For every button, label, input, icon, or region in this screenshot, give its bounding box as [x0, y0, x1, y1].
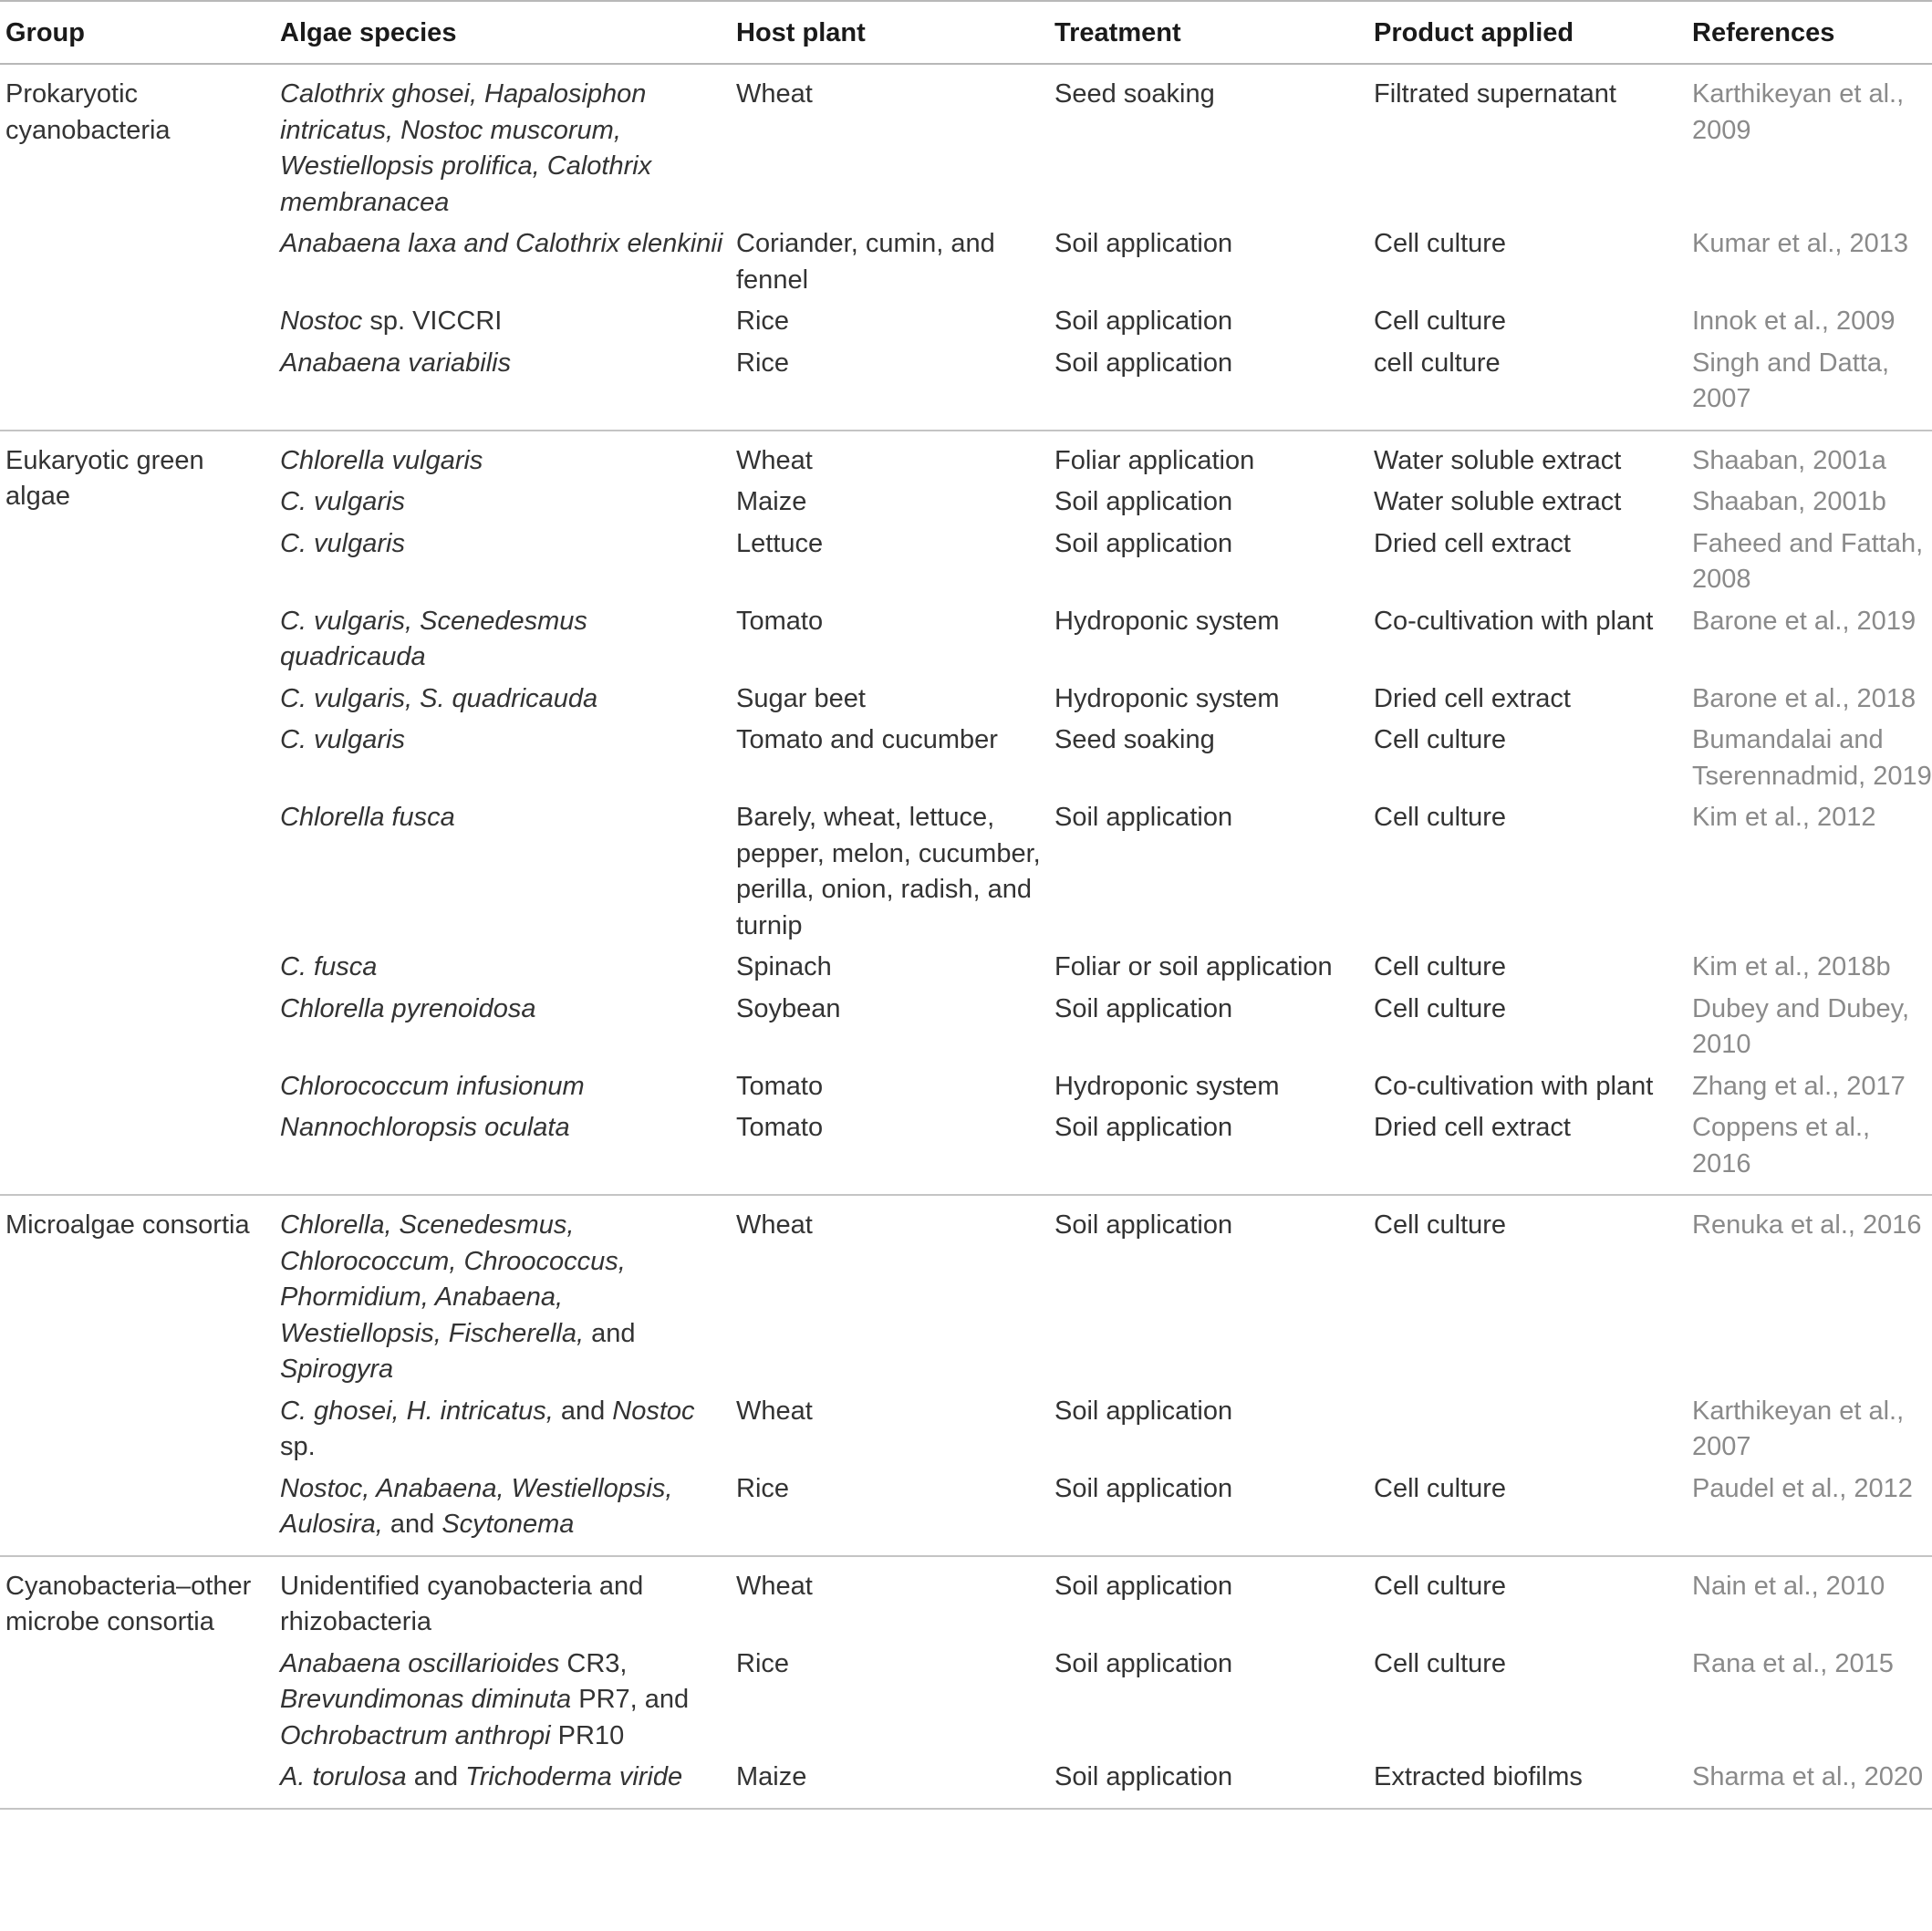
treatment-cell: Soil application: [1054, 803, 1233, 832]
treatment-cell: Foliar application: [1054, 445, 1255, 475]
treatment-cell: Soil application: [1054, 1648, 1233, 1678]
host-plant-cell: Wheat: [736, 79, 813, 109]
species-text: CR3,: [559, 1648, 628, 1678]
reference-cell: Paudel et al., 2012: [1687, 1469, 1932, 1556]
product-cell: Co-cultivation with plant: [1374, 606, 1654, 636]
product-cell: Cell culture: [1374, 993, 1507, 1023]
species-cell: [275, 679, 731, 721]
group-cell: Prokaryotic cyanobacteria: [0, 64, 275, 431]
group-cell: Cyanobacteria–other microbe consortia: [0, 1556, 275, 1809]
species-cell: [275, 1066, 731, 1108]
host-plant-cell: Maize: [731, 1757, 1049, 1809]
table-row: [0, 989, 1932, 1066]
table-body: [0, 64, 1932, 1809]
reference-cell: Coppens et al., 2016: [1687, 1107, 1932, 1195]
product-cell: Cell culture: [1374, 229, 1507, 258]
species-text: Nostoc, Anabaena, Westiellopsis, Aulosira,: [280, 1473, 673, 1539]
table-row: [0, 524, 1932, 601]
reference-cell: Renuka et al., 2016: [1692, 1210, 1922, 1240]
treatment-cell: Hydroponic system: [1054, 1071, 1280, 1101]
species-text: and: [382, 1510, 442, 1539]
host-plant-cell: Tomato: [736, 606, 824, 636]
treatment-cell: Soil application: [1054, 1396, 1233, 1426]
reference-cell: Bumandalai and Tserennadmid, 2019: [1692, 725, 1932, 791]
species-text: Chlorococcum infusionum: [280, 1071, 585, 1101]
species-text: C. vulgaris: [280, 725, 405, 754]
species-cell: [275, 524, 731, 601]
species-text: Chlorella pyrenoidosa: [280, 993, 536, 1023]
table-row: [0, 482, 1932, 524]
reference-cell: Barone et al., 2018: [1692, 683, 1916, 713]
product-cell: Water soluble extract: [1374, 445, 1622, 475]
reference-cell: Sharma et al., 2020: [1687, 1757, 1932, 1809]
species-cell: [275, 989, 731, 1066]
product-cell: Cell culture: [1374, 306, 1507, 336]
group-cell: Eukaryotic green algae: [0, 431, 275, 1196]
product-cell: Dried cell extract: [1374, 528, 1571, 558]
species-text: and: [584, 1318, 636, 1348]
species-text: Nannochloropsis oculata: [280, 1113, 570, 1142]
table-row: [0, 947, 1932, 989]
species-text: Scytonema: [441, 1510, 575, 1539]
table-row: [0, 679, 1932, 721]
treatment-cell: Soil application: [1054, 993, 1233, 1023]
reference-cell: Karthikeyan et al., 2007: [1692, 1396, 1905, 1461]
species-text: sp. VICCRI: [362, 306, 503, 336]
species-text: C. ghosei, H. intricatus,: [280, 1396, 554, 1426]
table-row: [0, 1195, 1932, 1391]
species-cell: [275, 1391, 731, 1469]
treatment-cell: Soil application: [1054, 306, 1233, 336]
table-row: [0, 343, 1932, 431]
species-text: A. torulosa: [280, 1762, 407, 1791]
host-plant-cell: Wheat: [736, 445, 813, 475]
species-text: Brevundimonas diminuta: [280, 1685, 572, 1714]
species-text: C. vulgaris, Scenedesmus quadricauda: [280, 606, 587, 671]
table-row: [0, 301, 1932, 343]
header-treatment: Treatment: [1049, 1, 1368, 64]
product-cell: Cell culture: [1374, 1648, 1507, 1678]
host-plant-cell: Barely, wheat, lettuce, pepper, melon, cucumber, perilla, onion, radish, and turnip: [736, 803, 1041, 940]
table-row: [0, 223, 1932, 301]
header-product-applied: Product applied: [1368, 1, 1687, 64]
treatment-cell: Foliar or soil application: [1054, 952, 1333, 981]
species-cell: [275, 482, 731, 524]
species-cell: [275, 797, 731, 947]
header-algae-species: Algae species: [275, 1, 731, 64]
host-plant-cell: Spinach: [736, 952, 832, 981]
header-group: Group: [0, 1, 275, 64]
species-text: Trichoderma viride: [465, 1762, 683, 1791]
table-row: [0, 797, 1932, 947]
product-cell: Cell culture: [1374, 725, 1507, 754]
treatment-cell: Soil application: [1054, 1571, 1233, 1601]
host-plant-cell: Coriander, cumin, and fennel: [736, 229, 995, 295]
species-text: C. vulgaris: [280, 528, 405, 558]
species-text: and: [553, 1396, 613, 1426]
reference-cell: Shaaban, 2001a: [1692, 445, 1886, 475]
product-cell: Filtrated supernatant: [1374, 79, 1616, 109]
reference-cell: Dubey and Dubey, 2010: [1692, 993, 1910, 1059]
species-text: Anabaena oscillarioides: [280, 1648, 560, 1678]
host-plant-cell: Wheat: [736, 1571, 813, 1601]
treatment-cell: Soil application: [1054, 1210, 1233, 1240]
table-row: [0, 720, 1932, 797]
species-cell: [275, 601, 731, 679]
reference-cell: Kim et al., 2012: [1692, 803, 1876, 832]
reference-cell: Zhang et al., 2017: [1692, 1071, 1906, 1101]
treatment-cell: Seed soaking: [1054, 725, 1215, 754]
header-references: References: [1687, 1, 1932, 64]
species-cell: [275, 223, 731, 301]
reference-cell: Rana et al., 2015: [1692, 1648, 1894, 1678]
species-text: sp.: [280, 1432, 316, 1461]
table-row: [0, 64, 1932, 223]
species-cell: [275, 947, 731, 989]
species-cell: [275, 1556, 731, 1644]
header-host-plant: Host plant: [731, 1, 1049, 64]
species-cell: [275, 301, 731, 343]
species-text: Calothrix ghosei, Hapalosiphon intricatus, Nostoc muscorum, Westiellopsis prolifica, Calothrix membranacea: [280, 79, 652, 217]
product-cell: [1368, 1391, 1687, 1469]
host-plant-cell: Tomato: [731, 1107, 1049, 1195]
table-row: [0, 431, 1932, 483]
species-text: PR10: [550, 1720, 625, 1750]
host-plant-cell: Rice: [736, 1648, 790, 1678]
product-cell: Cell culture: [1374, 1210, 1507, 1240]
species-cell: [275, 1757, 731, 1809]
treatment-cell: Seed soaking: [1054, 79, 1215, 109]
species-text: and: [406, 1762, 466, 1791]
table-row: [0, 1391, 1932, 1469]
treatment-cell: Soil application: [1049, 343, 1368, 431]
product-cell: Extracted biofilms: [1368, 1757, 1687, 1809]
host-plant-cell: Rice: [731, 1469, 1049, 1556]
product-cell: Dried cell extract: [1368, 1107, 1687, 1195]
species-text: Chlorella fusca: [280, 803, 455, 832]
table-row: [0, 1107, 1932, 1195]
host-plant-cell: Wheat: [736, 1210, 813, 1240]
species-cell: [275, 720, 731, 797]
product-cell: Dried cell extract: [1374, 683, 1571, 713]
host-plant-cell: Tomato: [736, 1071, 824, 1101]
treatment-cell: Hydroponic system: [1054, 683, 1280, 713]
species-text: Spirogyra: [280, 1355, 394, 1384]
treatment-cell: Hydroponic system: [1054, 606, 1280, 636]
treatment-cell: Soil application: [1054, 528, 1233, 558]
table-header: [0, 1, 1932, 64]
treatment-cell: Soil application: [1049, 1757, 1368, 1809]
host-plant-cell: Sugar beet: [736, 683, 866, 713]
species-text: Nostoc: [280, 306, 363, 336]
reference-cell: Karthikeyan et al., 2009: [1692, 79, 1905, 145]
host-plant-cell: Maize: [736, 487, 807, 516]
species-text: Chlorella, Scenedesmus, Chlorococcum, Chroococcus, Phormidium, Anabaena, Westiellopsis, Fischerella,: [280, 1210, 626, 1348]
species-text: Nostoc: [612, 1396, 695, 1426]
host-plant-cell: Lettuce: [736, 528, 824, 558]
table-row: [0, 1469, 1932, 1556]
host-plant-cell: Rice: [731, 343, 1049, 431]
product-cell: cell culture: [1368, 343, 1687, 431]
species-text: PR7, and: [571, 1685, 690, 1714]
table-row: [0, 1757, 1932, 1809]
host-plant-cell: Rice: [736, 306, 790, 336]
table-row: [0, 1066, 1932, 1108]
species-text: Chlorella vulgaris: [280, 445, 483, 475]
reference-cell: Shaaban, 2001b: [1692, 487, 1886, 516]
group-cell: Microalgae consortia: [0, 1195, 275, 1556]
product-cell: Cell culture: [1374, 952, 1507, 981]
treatment-cell: Soil application: [1049, 1469, 1368, 1556]
product-cell: Cell culture: [1374, 1571, 1507, 1601]
species-cell: [275, 1195, 731, 1391]
species-cell: [275, 431, 731, 483]
species-text: Ochrobactrum anthropi: [280, 1720, 551, 1750]
header-row: [0, 1, 1932, 64]
species-text: Anabaena variabilis: [280, 348, 512, 378]
reference-cell: Innok et al., 2009: [1692, 306, 1896, 336]
species-text: C. fusca: [280, 952, 378, 981]
table-row: [0, 1644, 1932, 1758]
reference-cell: Singh and Datta, 2007: [1687, 343, 1932, 431]
species-cell: [275, 1469, 731, 1556]
reference-cell: Faheed and Fattah, 2008: [1692, 528, 1924, 594]
treatment-cell: Soil application: [1049, 1107, 1368, 1195]
reference-cell: Kumar et al., 2013: [1692, 229, 1908, 258]
species-text: Anabaena laxa and Calothrix elenkinii: [280, 229, 723, 258]
species-text: C. vulgaris, S. quadricauda: [280, 683, 598, 713]
product-cell: Co-cultivation with plant: [1374, 1071, 1654, 1101]
host-plant-cell: Tomato and cucumber: [736, 725, 998, 754]
host-plant-cell: Soybean: [736, 993, 841, 1023]
treatment-cell: Soil application: [1054, 487, 1233, 516]
species-cell: [275, 1644, 731, 1758]
reference-cell: Barone et al., 2019: [1692, 606, 1916, 636]
table-row: [0, 1556, 1932, 1644]
species-text: Unidentified cyanobacteria and rhizobacteria: [280, 1571, 644, 1636]
species-cell: [275, 1107, 731, 1195]
reference-cell: Kim et al., 2018b: [1692, 952, 1891, 981]
host-plant-cell: Wheat: [736, 1396, 813, 1426]
species-cell: [275, 64, 731, 223]
product-cell: Cell culture: [1374, 803, 1507, 832]
species-cell: [275, 343, 731, 431]
table-row: [0, 601, 1932, 679]
species-text: C. vulgaris: [280, 487, 405, 516]
product-cell: Cell culture: [1368, 1469, 1687, 1556]
product-cell: Water soluble extract: [1374, 487, 1622, 516]
reference-cell: Nain et al., 2010: [1692, 1571, 1885, 1601]
treatment-cell: Soil application: [1054, 229, 1233, 258]
